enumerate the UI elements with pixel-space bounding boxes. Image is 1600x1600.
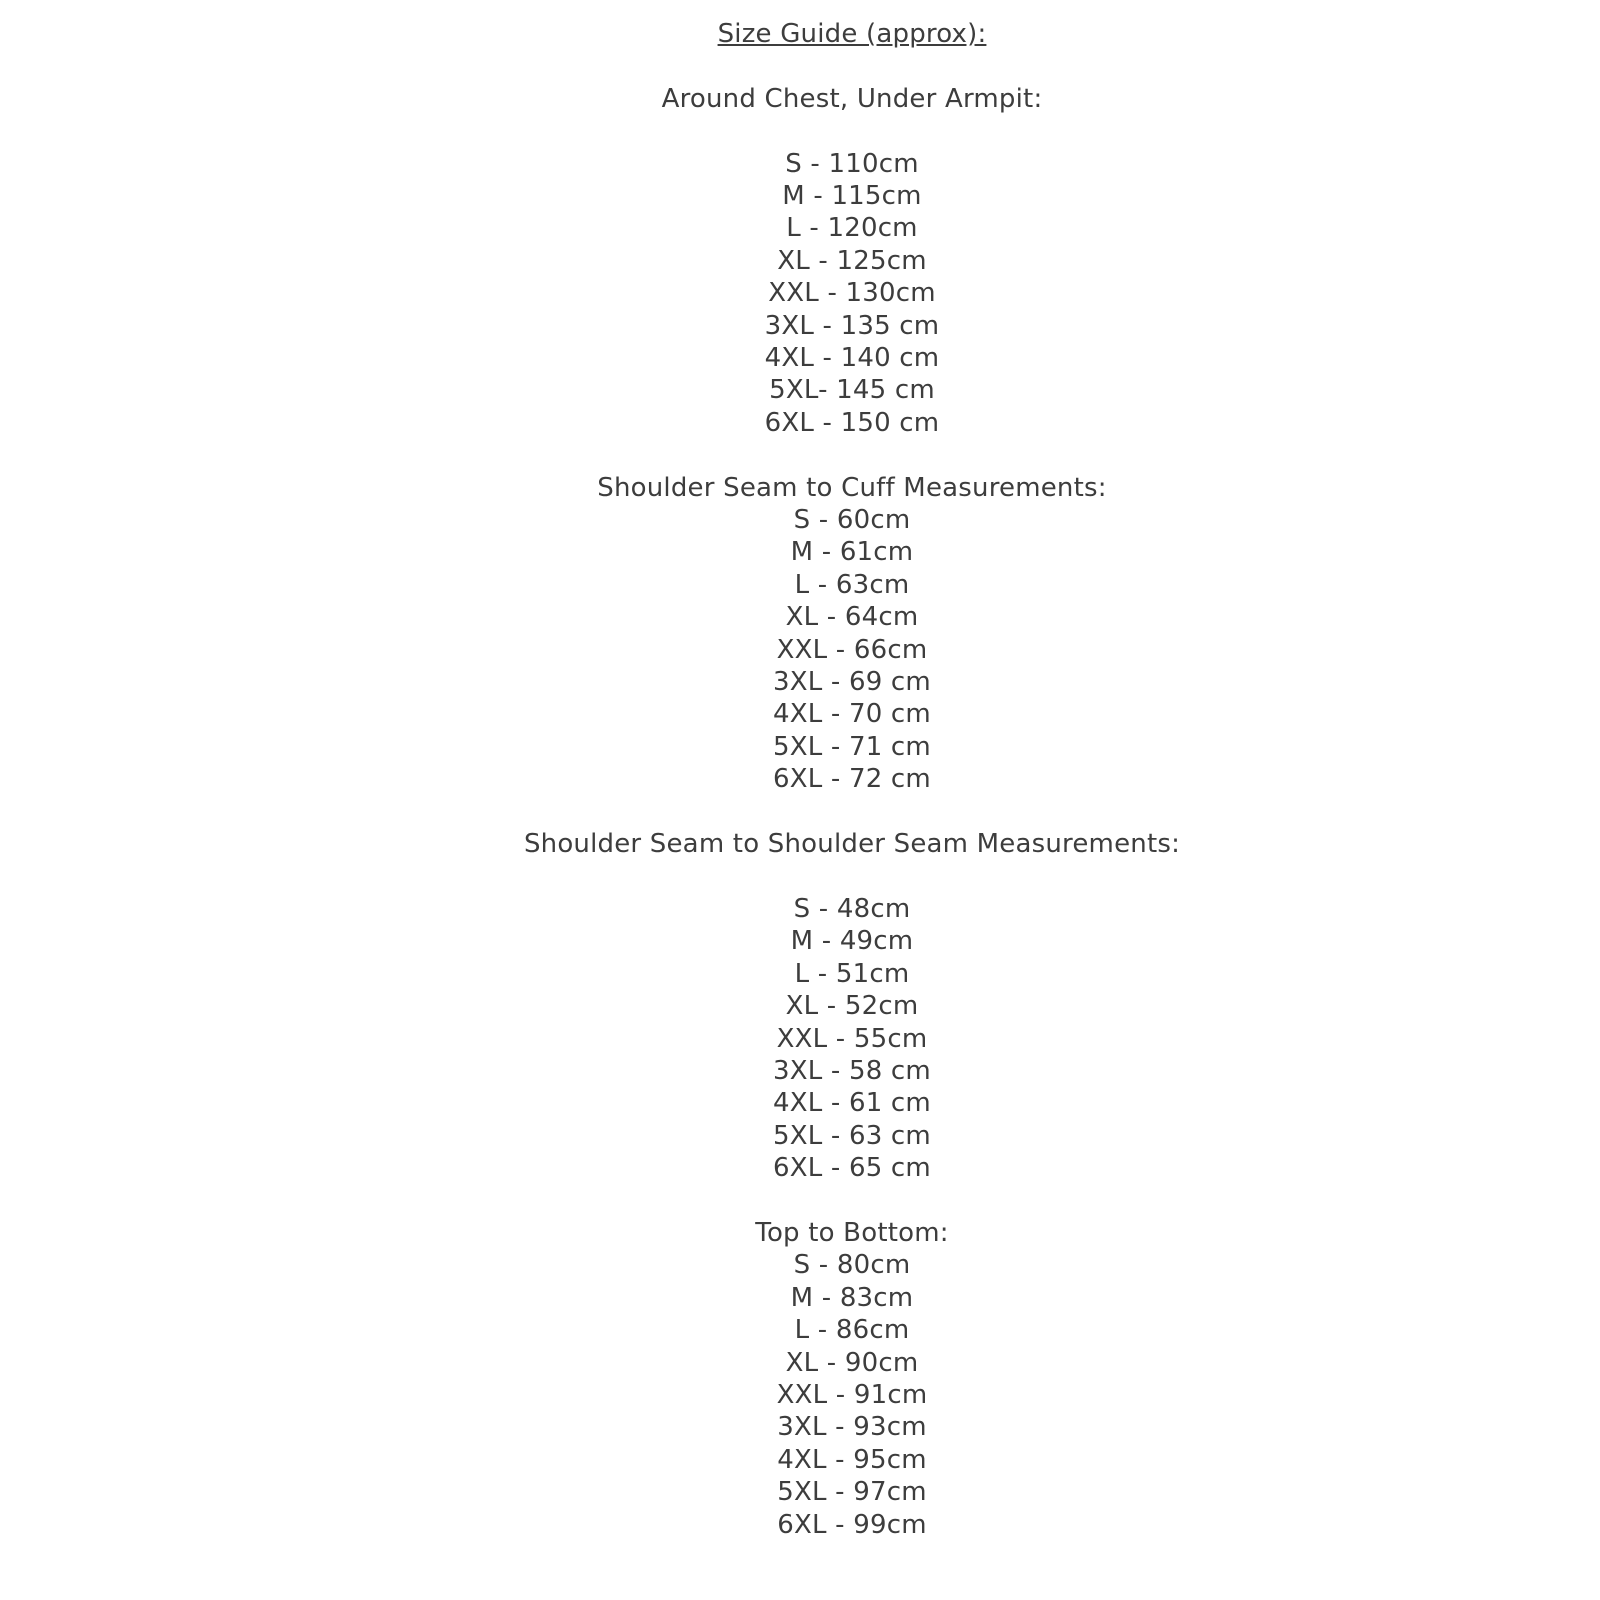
section-heading: Top to Bottom: bbox=[755, 1217, 949, 1248]
size-item: XXL - 66cm bbox=[776, 634, 928, 665]
size-item: 3XL - 135 cm bbox=[764, 310, 940, 341]
size-item: S - 110cm bbox=[785, 148, 919, 179]
size-item: XL - 64cm bbox=[785, 602, 919, 633]
size-item: XXL - 91cm bbox=[776, 1379, 928, 1410]
spacer bbox=[104, 1185, 1600, 1217]
page-title bbox=[104, 18, 1600, 50]
size-item: M - 115cm bbox=[782, 181, 922, 211]
size-item: 5XL- 145 cm bbox=[769, 375, 935, 406]
page-title-text: Size Guide (approx): bbox=[717, 19, 987, 49]
section-chest bbox=[104, 83, 1600, 439]
size-item: 5XL - 71 cm bbox=[773, 731, 931, 762]
size-item: L - 63cm bbox=[794, 569, 910, 600]
size-item: XL - 125cm bbox=[777, 245, 927, 276]
section-cuff bbox=[104, 472, 1600, 796]
size-item: L - 86cm bbox=[794, 1315, 910, 1346]
size-item: 5XL - 63 cm bbox=[773, 1120, 931, 1151]
spacer bbox=[104, 50, 1600, 82]
size-item: 4XL - 95cm bbox=[777, 1444, 927, 1475]
size-item: XXL - 130cm bbox=[768, 278, 936, 309]
size-item: M - 83cm bbox=[790, 1282, 914, 1313]
section-shoulder bbox=[104, 828, 1600, 1184]
spacer bbox=[104, 796, 1600, 828]
size-item: XXL - 55cm bbox=[776, 1023, 928, 1054]
size-item: 3XL - 93cm bbox=[777, 1412, 927, 1443]
size-item: XL - 90cm bbox=[785, 1347, 919, 1378]
size-item: 6XL - 72 cm bbox=[773, 764, 931, 795]
size-item: L - 120cm bbox=[786, 213, 918, 244]
size-item: 6XL - 65 cm bbox=[773, 1153, 931, 1184]
section-length bbox=[104, 1217, 1600, 1541]
section-heading: Shoulder Seam to Cuff Measurements: bbox=[597, 472, 1107, 503]
size-item: 6XL - 99cm bbox=[777, 1509, 927, 1540]
section-heading: Around Chest, Under Armpit: bbox=[661, 83, 1043, 114]
size-item: 5XL - 97cm bbox=[777, 1477, 927, 1508]
size-item: M - 49cm bbox=[790, 926, 914, 957]
size-item: 3XL - 58 cm bbox=[773, 1055, 931, 1086]
size-item: 3XL - 69 cm bbox=[773, 667, 931, 698]
size-item: 4XL - 61 cm bbox=[773, 1088, 931, 1119]
size-item: XL - 52cm bbox=[785, 991, 919, 1022]
size-item: M - 61cm bbox=[790, 537, 914, 568]
spacer bbox=[104, 861, 1600, 893]
section-heading: Shoulder Seam to Shoulder Seam Measurements: bbox=[523, 829, 1181, 860]
spacer bbox=[104, 115, 1600, 147]
size-item: S - 60cm bbox=[793, 505, 911, 536]
size-item: 4XL - 70 cm bbox=[773, 699, 931, 730]
size-item: L - 51cm bbox=[794, 958, 910, 989]
size-item: S - 48cm bbox=[793, 893, 911, 924]
spacer bbox=[104, 439, 1600, 471]
size-item: 6XL - 150 cm bbox=[764, 407, 940, 438]
size-item: 4XL - 140 cm bbox=[764, 343, 940, 374]
size-item: S - 80cm bbox=[793, 1250, 911, 1281]
